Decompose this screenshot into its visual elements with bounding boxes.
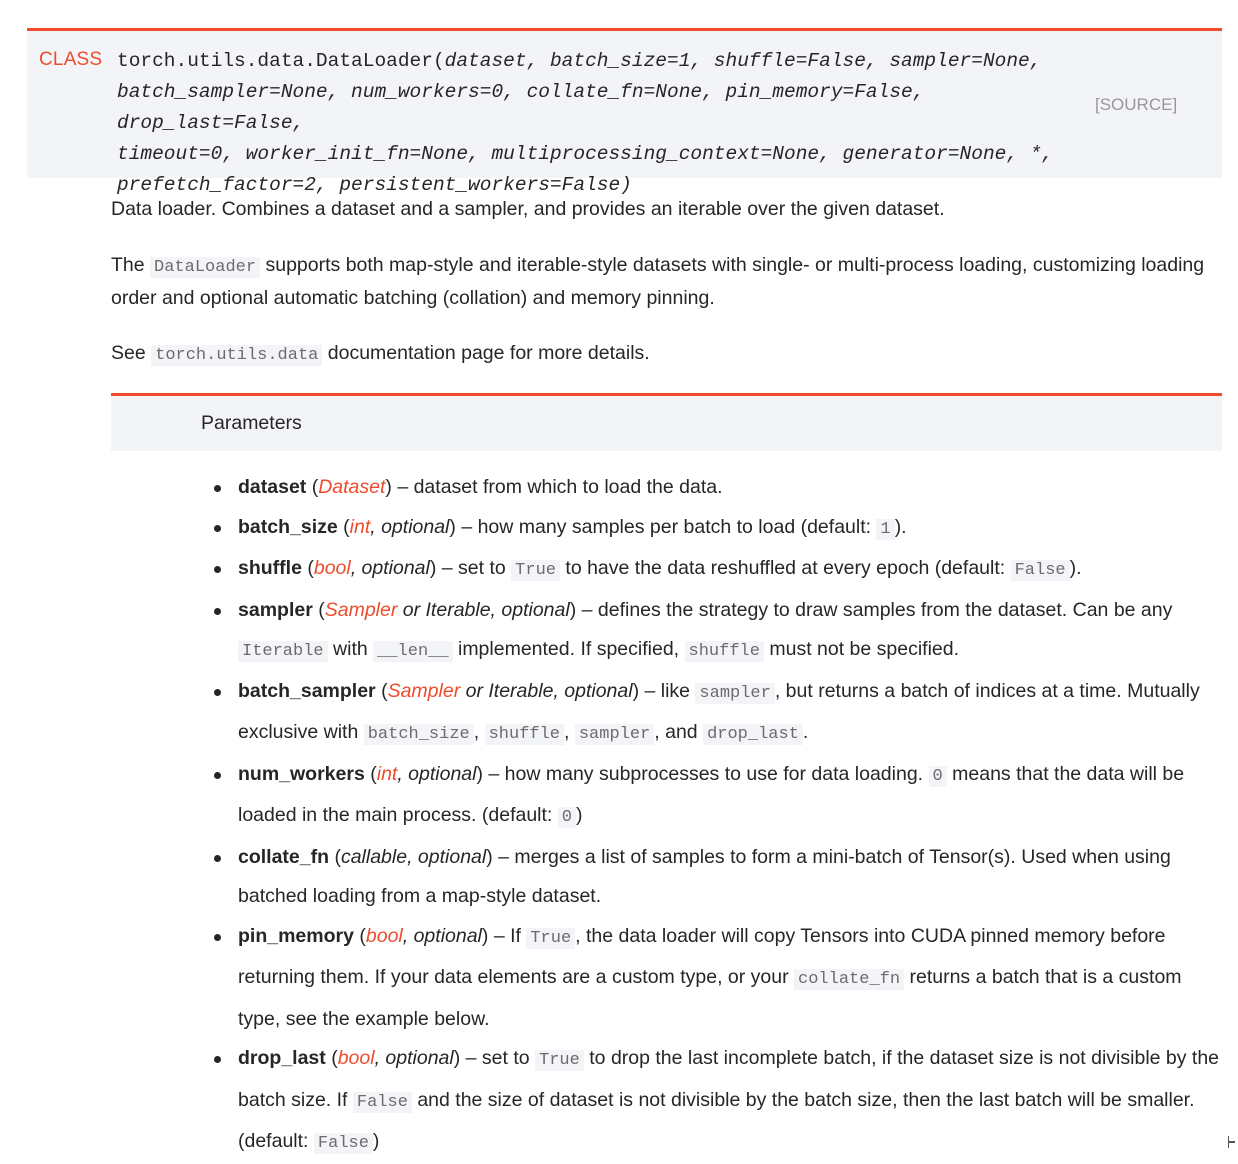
paren-close: ) [385, 476, 392, 498]
paren-close: ) [632, 679, 640, 702]
class-signature-block [27, 28, 1222, 196]
param-optional: or Iterable, optional [460, 679, 633, 702]
param-end: ) [575, 804, 583, 826]
separator: , and [654, 721, 704, 743]
param-name: sampler [238, 598, 313, 621]
param-name: pin_memory [238, 924, 354, 947]
param-pin-memory [208, 917, 1228, 1040]
paren-open: ( [329, 845, 341, 868]
param-desc: , the data loader will copy Tensors into CUDA pinned memory before returning them. If your data elements are a custom type, or your [238, 924, 1166, 988]
paren-open: ( [325, 1047, 338, 1069]
paren-close: ) [453, 1047, 461, 1069]
sampler-type-link[interactable]: Sampler [387, 679, 461, 702]
param-desc: – how many subprocesses to use for data loading. [483, 762, 929, 785]
parameters-title: Parameters [201, 412, 302, 434]
paren-open: ( [301, 557, 314, 579]
param-optional: , optional [397, 762, 477, 785]
param-name: collate_fn [238, 845, 330, 868]
signature-line-1-args: dataset, batch_size=1, shuffle=False, sampler=None, [444, 50, 1042, 72]
paren-open: ( [375, 679, 388, 702]
paren-open: ( [306, 476, 319, 498]
source-link[interactable]: [SOURCE] [1095, 95, 1178, 114]
bool-type-link[interactable]: bool [365, 924, 403, 947]
int-type-link[interactable]: int [376, 762, 398, 785]
param-end: . [802, 721, 809, 743]
param-desc: – like [639, 679, 696, 702]
signature-line-4: prefetch_factor=2, persistent_workers=False) [117, 174, 632, 196]
param-desc: – how many samples per batch to load (default: [455, 515, 877, 538]
paren-close: ) [486, 845, 493, 868]
p3-text-pre: See [111, 342, 152, 364]
inline-code: batch_size [364, 724, 474, 745]
inline-code: __len__ [373, 641, 452, 662]
param-drop-last [208, 1039, 1228, 1164]
param-batch-size [208, 508, 1228, 550]
param-name: dataset [238, 476, 307, 498]
default-code: 0 [558, 807, 576, 828]
inline-code: Iterable [238, 641, 328, 662]
inline-code: shuffle [485, 724, 564, 745]
signature-code [117, 46, 1097, 201]
torch-utils-data-link[interactable] [151, 342, 322, 364]
param-desc: and the size of dataset is not divisible by the batch size, then the last batch will be smaller. (default: [238, 1088, 1195, 1152]
inline-code: drop_last [703, 724, 803, 745]
intro-paragraph-2 [111, 250, 1211, 314]
p2-text-post: supports both map-style and iterable-style datasets with single- or multi-process loading, customizing loading order and optional automatic batching (collation) and memory pinning. [111, 254, 1205, 309]
inline-code: True [511, 560, 560, 581]
torch-utils-data-code: torch.utils.data [151, 345, 322, 366]
inline-code: collate_fn [794, 969, 904, 990]
inline-code: sampler [695, 683, 774, 704]
paren-open: ( [312, 598, 325, 621]
param-desc: to drop the last incomplete batch, if the dataset size is not divisible by the batch size. If [238, 1047, 1220, 1111]
inline-code: True [526, 928, 575, 949]
param-desc: , but returns a batch of indices at a time. Mutually exclusive with [238, 679, 1200, 743]
param-desc: – dataset from which to load the data. [391, 476, 723, 498]
param-desc: – set to [460, 1047, 536, 1069]
param-batch-sampler [208, 672, 1228, 755]
param-desc: – If [488, 924, 527, 947]
paren-close: ) [569, 598, 577, 621]
parameters-list [208, 468, 1228, 1164]
dataloader-code: DataLoader [150, 257, 260, 278]
default-code: 1 [876, 519, 894, 540]
param-desc: – merges a list of samples to form a mini-batch of Tensor(s). Used when using batched loading from a map-style dataset. [238, 845, 1171, 907]
param-num-workers [208, 755, 1228, 838]
class-label: CLASS [39, 49, 103, 70]
param-name: batch_sampler [238, 679, 376, 702]
parameters-header [111, 393, 1222, 451]
param-desc: implemented. If specified, [452, 638, 685, 660]
p3-text-post: documentation page for more details. [322, 342, 650, 364]
param-collate-fn [208, 838, 1228, 917]
paren-open: ( [337, 515, 350, 538]
dataset-type-link[interactable]: Dataset [318, 476, 386, 498]
default-code: False [314, 1133, 373, 1154]
param-end: ). [894, 515, 907, 538]
bool-type-link[interactable]: bool [313, 557, 351, 579]
paren-close: ) [476, 762, 483, 785]
inline-code: sampler [575, 724, 654, 745]
separator: , [564, 721, 575, 743]
param-optional: , optional [350, 557, 430, 579]
param-desc: with [327, 638, 374, 660]
param-name: batch_size [238, 515, 338, 538]
param-optional: , optional [374, 1047, 454, 1069]
param-optional: , optional [402, 924, 482, 947]
intro-paragraph-3 [111, 338, 1211, 371]
paren-close: ) [449, 515, 456, 538]
inline-code: False [353, 1092, 412, 1113]
class-name: torch.utils.data.DataLoader( [117, 50, 445, 72]
paren-open: ( [364, 762, 377, 785]
param-desc: means that the data will be loaded in the main process. (default: [238, 762, 1185, 826]
sampler-type-link[interactable]: Sampler [324, 598, 398, 621]
param-desc: to have the data reshuffled at every epoch (default: [559, 557, 1011, 579]
param-name: num_workers [238, 762, 365, 785]
intro-paragraph-1: Data loader. Combines a dataset and a sampler, and provides an iterable over the given dataset. [111, 198, 945, 220]
separator: , [473, 721, 485, 743]
inline-code: 0 [929, 766, 947, 787]
param-name: drop_last [238, 1047, 326, 1069]
paren-close: ) [481, 924, 489, 947]
inline-code: True [535, 1050, 584, 1071]
paren-open: ( [353, 924, 366, 947]
inline-code: shuffle [685, 641, 764, 662]
signature-line-2: batch_sampler=None, num_workers=0, collate_fn=None, pin_memory=False, drop_last=False, [117, 81, 925, 134]
param-end: ). [1069, 557, 1082, 579]
param-name: shuffle [238, 557, 302, 579]
param-dataset [208, 468, 1228, 508]
default-code: False [1011, 560, 1070, 581]
param-desc: returns a batch that is a custom type, see the example below. [238, 966, 1182, 1030]
param-desc: – defines the strategy to draw samples from the dataset. Can be any [576, 598, 1173, 621]
param-optional: or Iterable, optional [397, 598, 570, 621]
param-shuffle [208, 549, 1228, 591]
param-optional: , optional [370, 515, 450, 538]
bool-type-link[interactable]: bool [337, 1047, 375, 1069]
text-cursor-icon [1228, 1136, 1236, 1148]
param-desc: – set to [436, 557, 512, 579]
paren-close: ) [429, 557, 437, 579]
param-end: ) [372, 1130, 380, 1152]
param-type: callable, optional [340, 845, 487, 868]
int-type-link[interactable]: int [349, 515, 371, 538]
param-desc: must not be specified. [763, 638, 960, 660]
param-sampler [208, 591, 1228, 672]
p2-text-pre: The [111, 254, 151, 276]
signature-line-3: timeout=0, worker_init_fn=None, multiprocessing_context=None, generator=None, *, [117, 143, 1054, 165]
